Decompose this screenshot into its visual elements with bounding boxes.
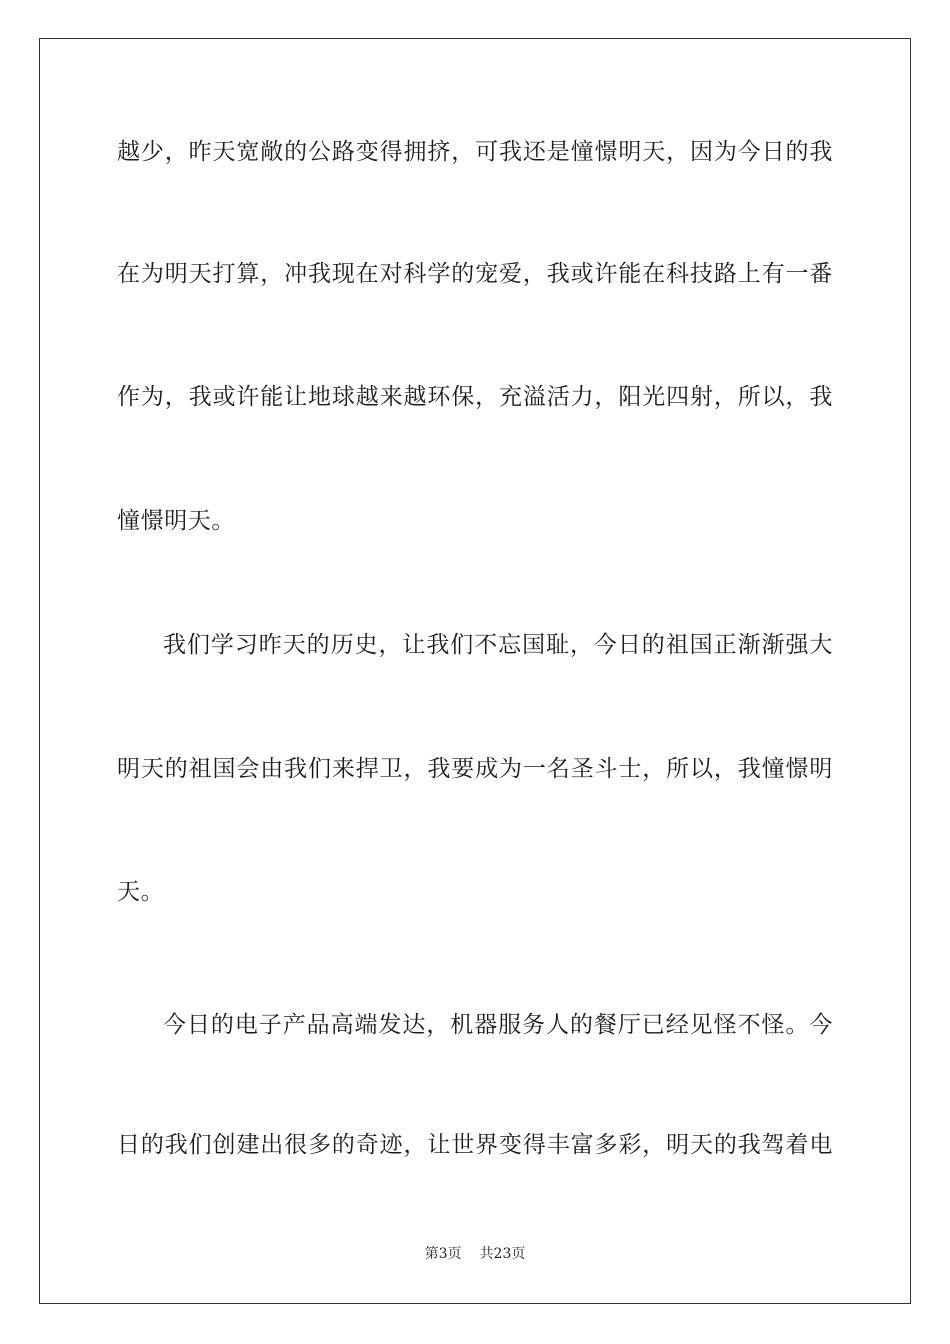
total-pages: 共23页 — [479, 1246, 526, 1262]
page-number: 第3页 — [424, 1246, 462, 1262]
paragraph-first-line: 今日的电子产品高端发达，机器服务人的餐厅已经见怪不怪。今 — [163, 1012, 833, 1038]
body-text-line: 憧憬明天。 — [117, 508, 235, 534]
body-text-line: 作为，我或许能让地球越来越环保，充溢活力，阳光四射，所以，我 — [117, 384, 833, 410]
body-text-line: 越少，昨天宽敞的公路变得拥挤，可我还是憧憬明天，因为今日的我 — [117, 139, 833, 165]
page-border — [39, 38, 911, 1304]
body-text-line: 日的我们创建出很多的奇迹，让世界变得丰富多彩，明天的我驾着电 — [117, 1132, 833, 1158]
body-text-line: 明天的祖国会由我们来捍卫，我要成为一名圣斗士，所以，我憧憬明 — [117, 756, 833, 782]
page-footer — [0, 1244, 950, 1264]
body-text-line: 在为明天打算，冲我现在对科学的宠爱，我或许能在科技路上有一番 — [117, 261, 833, 287]
paragraph-first-line: 我们学习昨天的历史，让我们不忘国耻，今日的祖国正渐渐强大 — [163, 632, 833, 658]
body-text-line: 天。 — [117, 879, 165, 905]
